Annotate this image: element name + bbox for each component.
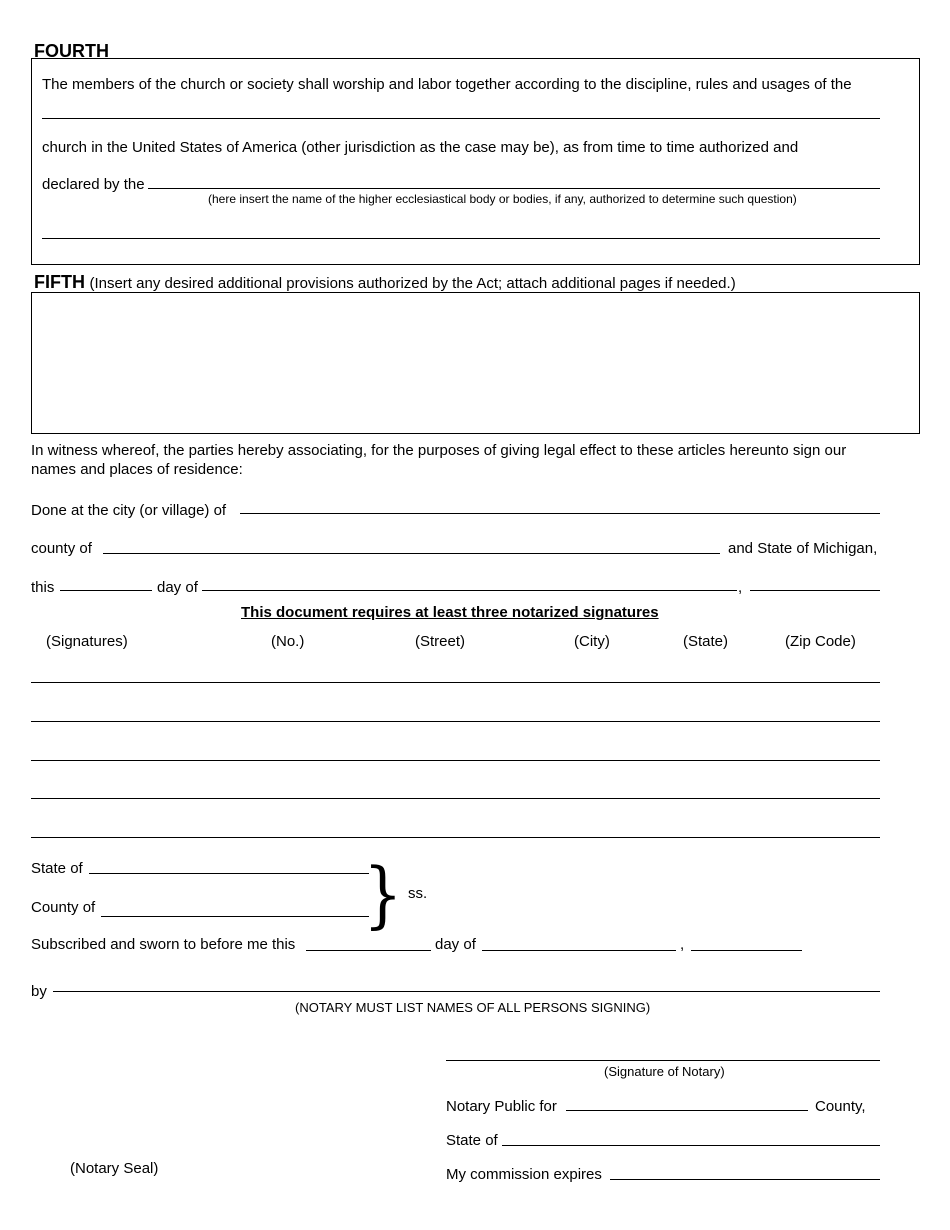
signature-line-1[interactable] <box>31 682 880 683</box>
signature-line-3[interactable] <box>31 760 880 761</box>
signature-line-2[interactable] <box>31 721 880 722</box>
fourth-line2: church in the United States of America (other jurisdiction as the case may be), as from time to time authorized and <box>42 139 799 156</box>
sworn-comma: , <box>680 936 685 953</box>
signature-line-5[interactable] <box>31 837 880 838</box>
notary-county-field[interactable] <box>101 916 369 917</box>
col-city: (City) <box>574 633 610 650</box>
fourth-instruction: (here insert the name of the higher ecclesiastical body or bodies, if any, authorized to determine such question) <box>208 192 797 206</box>
sworn-day-field[interactable] <box>306 950 431 951</box>
col-zip: (Zip Code) <box>785 633 856 650</box>
notary-county-label: County of <box>31 899 96 916</box>
persons-signing-field[interactable] <box>53 991 880 992</box>
ss-label: ss. <box>408 885 428 902</box>
sworn-month-field[interactable] <box>482 950 676 951</box>
county-suffix: County, <box>815 1098 866 1115</box>
signature-of-notary-label: (Signature of Notary) <box>604 1064 725 1079</box>
this-label: this <box>31 579 55 596</box>
by-label: by <box>31 983 47 1000</box>
col-street: (Street) <box>415 633 466 650</box>
must-list-note: (NOTARY MUST LIST NAMES OF ALL PERSONS SIGNING) <box>295 1000 651 1015</box>
fourth-line3-prefix: declared by the <box>42 176 145 193</box>
signature-line-4[interactable] <box>31 798 880 799</box>
sworn-day-of-label: day of <box>435 936 476 953</box>
fourth-heading: FOURTH <box>34 41 109 61</box>
ecclesiastical-body-field[interactable] <box>148 188 880 189</box>
county-field[interactable] <box>103 553 720 554</box>
month-field[interactable] <box>202 590 737 591</box>
notary-state-field[interactable] <box>89 873 369 874</box>
fourth-blank-1[interactable] <box>42 118 880 119</box>
subscribed-label: Subscribed and sworn to before me this <box>31 936 296 953</box>
additional-provisions-box[interactable] <box>31 292 920 434</box>
notary-signature-field[interactable] <box>446 1060 880 1061</box>
notary-state2-field[interactable] <box>502 1145 880 1146</box>
done-at-label: Done at the city (or village) of <box>31 502 227 519</box>
commission-expires-field[interactable] <box>610 1179 880 1180</box>
fifth-header <box>34 272 736 293</box>
sworn-year-field[interactable] <box>691 950 802 951</box>
notary-state-label: State of <box>31 860 83 877</box>
fourth-line1: The members of the church or society shall worship and labor together according to the discipline, rules and usages of the <box>42 76 852 93</box>
comma: , <box>738 579 743 596</box>
notary-county-commission-field[interactable] <box>566 1110 808 1111</box>
state-michigan-label: and State of Michigan, <box>728 540 878 557</box>
col-state: (State) <box>683 633 729 650</box>
commission-expires-label: My commission expires <box>446 1166 602 1183</box>
signature-requirement: This document requires at least three notarized signatures <box>241 604 659 621</box>
fifth-heading: FIFTH <box>34 272 85 292</box>
city-village-field[interactable] <box>240 513 880 514</box>
day-of-label: day of <box>157 579 198 596</box>
brace-icon: } <box>363 852 403 936</box>
witness-text: In witness whereof, the parties hereby associating, for the purposes of giving legal effect to these articles hereunto sign our names and places of residence: <box>31 442 847 478</box>
notary-state2-label: State of <box>446 1132 498 1149</box>
fourth-blank-2[interactable] <box>42 238 880 239</box>
col-no: (No.) <box>271 633 305 650</box>
fifth-instruction: (Insert any desired additional provisions authorized by the Act; attach additional pages if needed.) <box>89 275 736 292</box>
day-field[interactable] <box>60 590 152 591</box>
col-signatures: (Signatures) <box>46 633 128 650</box>
notary-seal-label: (Notary Seal) <box>70 1160 159 1177</box>
notary-public-for-label: Notary Public for <box>446 1098 557 1115</box>
county-label: county of <box>31 540 92 557</box>
year-field[interactable] <box>750 590 880 591</box>
